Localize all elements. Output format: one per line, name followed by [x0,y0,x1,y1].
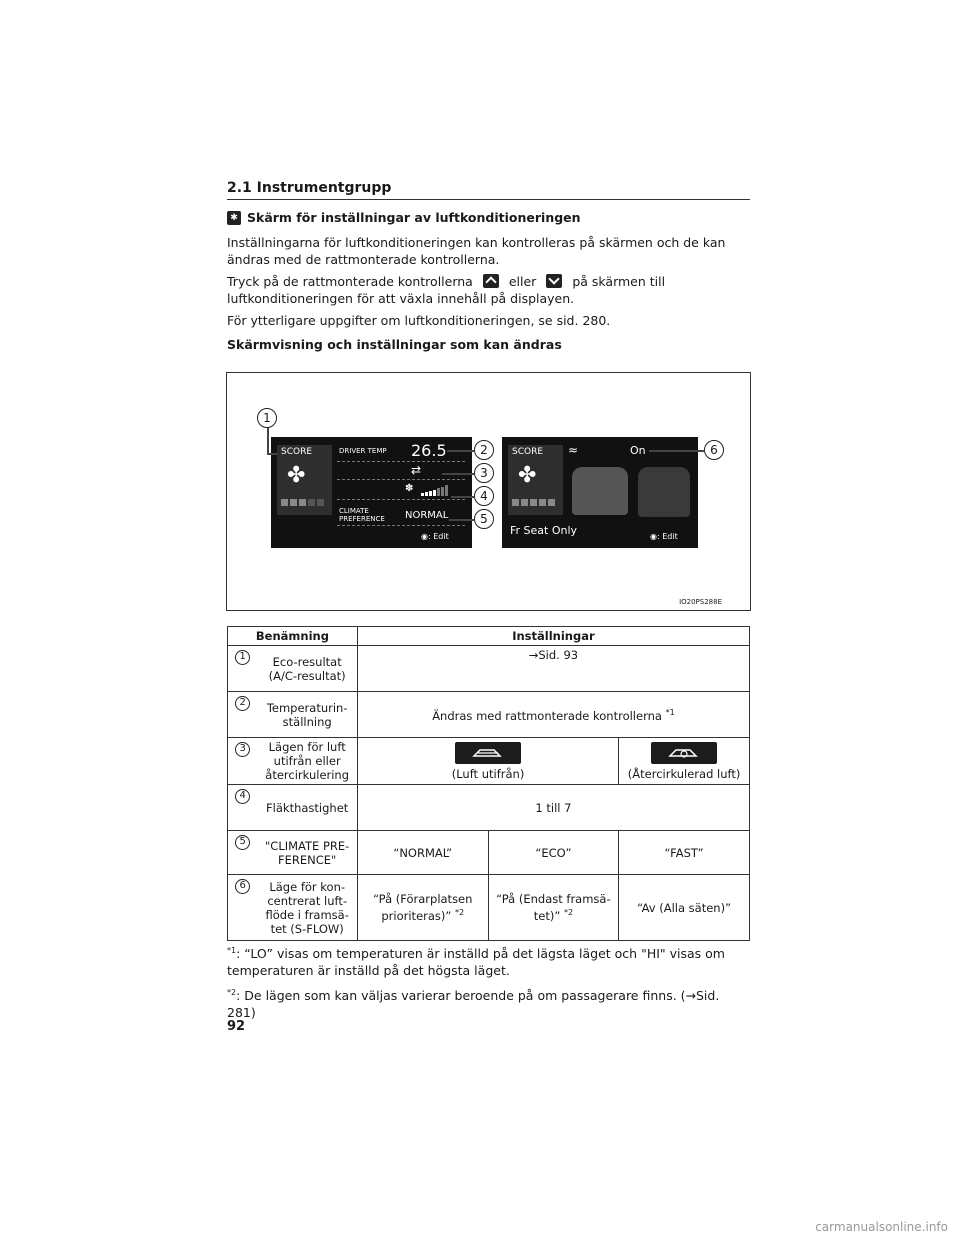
paragraph-4: Skärmvisning och inställningar som kan ändras [227,337,562,352]
row-num-3: 3 [235,742,250,757]
rear-seat-icon [638,467,690,517]
fan-level-bars [421,485,448,496]
right-fan-seat-icon: ✤ [518,463,537,488]
row-val-3a: (Luft utifrån) [357,738,618,785]
row-num-6: 6 [235,879,250,894]
watermark: carmanualsonline.info [815,1220,948,1234]
right-screen [502,437,698,548]
head-name: Benämning [228,627,358,646]
row-num-5: 5 [235,835,250,850]
paragraph-1: Inställningarna för luftkonditioneringen kan kontrolleras på skärmen och de kan ändras med de rattmonterade kontrollerna. [227,235,726,267]
callout-2: 2 [474,440,494,460]
callout-4: 4 [474,486,494,506]
row-val-5c: “FAST” [619,831,750,875]
mode-value: NORMAL [405,510,449,521]
page-number: 92 [227,1019,246,1034]
subhead [227,210,581,225]
row-val-4: 1 till 7 [357,785,749,831]
temp-value: 26.5 [411,441,447,460]
fan-seat-icon: ✤ [287,463,306,488]
row-num-1: 1 [235,650,250,665]
footnote-2: $^{*2}$: De lägen som kan väljas varierar beroende på om passagerare finns. (→Sid. 281) [227,988,720,1021]
left-screen [271,437,472,548]
p2-part-c: på skärmen till luftkonditioneringen för att växla innehåll på displayen. [227,274,666,306]
right-score-label: SCORE [512,447,544,457]
row-num-4: 4 [235,789,250,804]
head-settings: Inställningar [357,627,749,646]
up-button-icon [483,274,499,288]
paragraph-3: För ytterligare uppgifter om luftkonditioneringen, se sid. 280. [227,313,611,328]
row-name-1: Eco-resultat (A/C-resultat) [257,646,357,692]
right-score-bars [512,499,555,506]
figure [226,372,751,611]
row-val-2: Ändras med rattmonterade kontrollerna $^{*1}$ [357,692,749,738]
p2-part-b: eller [508,274,537,289]
recirculated-air-icon [651,742,717,764]
driver-temp-label: DRIVER TEMP [339,447,387,455]
figure-code: IO20PS288E [679,598,722,606]
sflow-icon: ≈ [568,443,579,457]
seat-mode: Fr Seat Only [510,524,578,537]
air-mode-icon: ⇄ [411,463,422,477]
callout-1: 1 [257,408,277,428]
row-val-5b: “ECO” [488,831,619,875]
sflow-on: On [630,444,646,457]
row-name-6: Läge för kon-centrerat luft-flöde i framsä-tet (S-FLOW) [257,875,357,941]
callout-3: 3 [474,463,494,483]
left-edit: ◉: Edit [421,532,449,541]
callout-6: 6 [704,440,724,460]
climate-pref-label: CLIMATE PREFERENCE [339,507,385,523]
p2-part-a: Tryck på de rattmonterade kontrollerna [227,274,473,289]
row-name-5: "CLIMATE PRE-FERENCE" [257,831,357,875]
paragraph-2 [227,273,750,307]
row-name-3: Lägen för luft utifrån eller återcirkulering [257,738,357,785]
score-bars [281,499,324,506]
fan-icon: ✽ [405,483,414,494]
row-num-2: 2 [235,696,250,711]
outside-air-icon [455,742,521,764]
row-val-6c: “Av (Alla säten)” [619,875,750,941]
climate-screen-icon: ✱ [227,211,241,225]
right-edit: ◉: Edit [650,532,678,541]
subhead-text: Skärm för inställningar av luftkonditioneringen [247,210,581,225]
section-header: 2.1 Instrumentgrupp [227,180,750,200]
callout-5: 5 [474,509,494,529]
settings-table [227,626,750,941]
row-val-6b: “På (Endast framsä-tet)” $^{*2}$ [488,875,619,941]
footnote-1: $^{*1}$: “LO” visas om temperaturen är inställd på det lägsta läget och "HI" visas om temperaturen är inställd på det högsta läget. [227,946,725,979]
row-name-4: Fläkthastighet [257,785,357,831]
row-val-5a: “NORMAL” [357,831,488,875]
score-label: SCORE [281,447,313,457]
row-val-3b: (Återcirkulerad luft) [619,738,750,785]
row-name-2: Temperaturin-ställning [257,692,357,738]
row-val-6a: “På (Förarplatsen prioriteras)” $^{*2}$ [357,875,488,941]
row-val-1: →Sid. 93 [357,646,749,692]
down-button-icon [546,274,562,288]
front-seat-icon [572,467,628,515]
